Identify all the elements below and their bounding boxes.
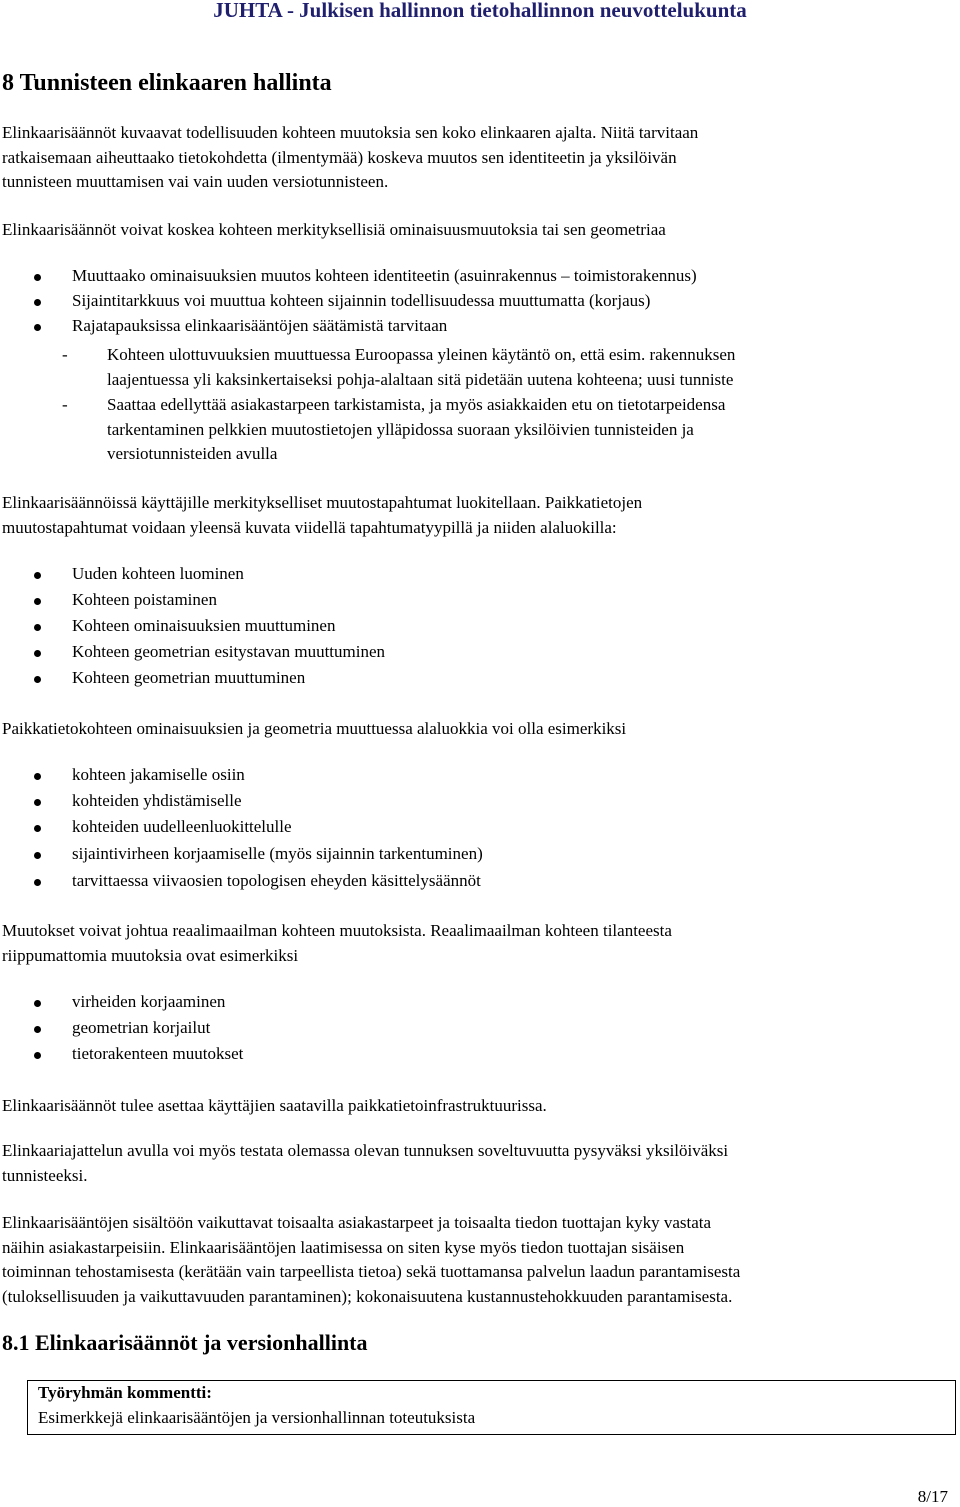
text-line: Muutokset voivat johtua reaalimaailman kohteen muutoksista. Reaalimaailman kohteen tilanteesta xyxy=(2,921,672,940)
text-line: muutostapahtumat voidaan yleensä kuvata viidellä tapahtumatyypillä ja niiden alaluokilla: xyxy=(2,517,617,537)
text-line: versiotunnisteiden avulla xyxy=(107,444,278,463)
text-line: tunnisteeksi. xyxy=(2,1165,88,1185)
bullet-icon xyxy=(34,676,41,683)
bullet-icon xyxy=(34,773,41,780)
bullet-icon xyxy=(34,598,41,605)
dash-marker: - xyxy=(62,345,68,364)
subclass-paragraph: Paikkatietokohteen ominaisuuksien ja geometria muuttuessa alaluokkia voi olla esimerkiksi xyxy=(2,719,627,738)
bullet-icon xyxy=(34,1052,41,1059)
working-group-comment-box xyxy=(27,1380,956,1435)
text-line: Elinkaarisääntöjen sisältöön vaikuttavat toisaalta asiakastarpeet ja toisaalta tiedon tuottajan kyky vastata xyxy=(2,1213,712,1232)
text-line: Saattaa edellyttää asiakastarpeen tarkistamista, ja myös asiakkaiden etu on tietotarpeidensa xyxy=(107,395,726,414)
text-line: Kohteen ulottuvuuksien muuttuessa Euroopassa yleinen käytäntö on, että esim. rakennuksen xyxy=(107,345,736,364)
text-line: riippumattomia muutoksia ovat esimerkiksi xyxy=(2,945,299,965)
bullet-icon xyxy=(34,879,41,886)
bullet-icon xyxy=(34,799,41,806)
availability-paragraph: Elinkaarisäännöt tulee asettaa käyttäjien saatavilla paikkatietoinfrastruktuurissa. xyxy=(2,1096,547,1115)
rules-content-paragraph xyxy=(2,1211,740,1309)
bullet-icon xyxy=(34,572,41,579)
text-line: (tuloksellisuuden ja vaikuttavuuden parantaminen); kokonaisuutena kustannustehokkuuden parantamisesta. xyxy=(2,1286,733,1306)
bullet-icon xyxy=(34,274,41,281)
document-header-title: JUHTA - Julkisen hallinnon tietohallinnon neuvottelukunta xyxy=(213,0,747,22)
bullet-icon xyxy=(34,299,41,306)
event-types-paragraph xyxy=(2,491,642,540)
text-line: tarkentaminen pelkkien muutostietojen ylläpidossa suoraan yksilöivien tunnisteiden ja xyxy=(107,419,694,439)
intro-paragraph xyxy=(2,121,698,195)
text-line: ratkaisemaan aiheuttaako tietokohdetta (ilmentymää) koskeva muutos sen identiteetin ja yksilöivän xyxy=(2,147,677,167)
real-world-paragraph xyxy=(2,919,672,968)
page-number: 8/17 xyxy=(917,1487,948,1506)
section-8-1-heading: 8.1 Elinkaarisäännöt ja versionhallinta xyxy=(2,1330,368,1355)
bullet-icon xyxy=(34,624,41,631)
comment-text: Esimerkkejä elinkaarisääntöjen ja versionhallinnan toteutuksista xyxy=(38,1408,476,1427)
bullet-icon xyxy=(34,324,41,331)
text-line: tunnisteen muuttamisen vai vain uuden versiotunnisteen. xyxy=(2,172,389,191)
text-line: näihin asiakastarpeisiin. Elinkaarisääntöjen laatimisessa on siten kyse myös tiedon tuottajan sisäisen xyxy=(2,1237,685,1257)
text-line: laajentuessa yli kaksinkertaiseksi pohja-alaltaan sitä pidetään uutena kohteena; uusi tunniste xyxy=(107,369,734,389)
bullet-icon xyxy=(34,650,41,657)
section-8-heading: 8 Tunnisteen elinkaaren hallinta xyxy=(2,70,332,96)
text-line: toiminnan tehostamisesta (kerätään vain tarpeellista tietoa) sekä tuottamansa palvelun laadun parantamisesta xyxy=(2,1262,741,1281)
text-line: Elinkaarisäännöissä käyttäjille merkitykselliset muutostapahtumat luokitellaan. Paikkatietojen xyxy=(2,493,643,512)
dash-marker: - xyxy=(62,395,68,414)
bullet-icon xyxy=(34,1026,41,1033)
comment-label: Työryhmän kommentti: xyxy=(38,1383,212,1402)
bullet-icon xyxy=(34,1000,41,1007)
lifecycle-thinking-paragraph xyxy=(2,1139,728,1188)
text-line: Elinkaariajattelun avulla voi myös testata olemassa olevan tunnuksen soveltuvuutta pysyväksi yksilöiväksi xyxy=(2,1141,729,1160)
text-line: Elinkaarisäännöt kuvaavat todellisuuden kohteen muutoksia sen koko elinkaaren ajalta. Niitä tarvitaan xyxy=(2,123,699,142)
bullet-icon xyxy=(34,852,41,859)
bullet-icon xyxy=(34,825,41,832)
geometry-paragraph: Elinkaarisäännöt voivat koskea kohteen merkityksellisiä ominaisuusmuutoksia tai sen geometriaa xyxy=(2,220,666,239)
